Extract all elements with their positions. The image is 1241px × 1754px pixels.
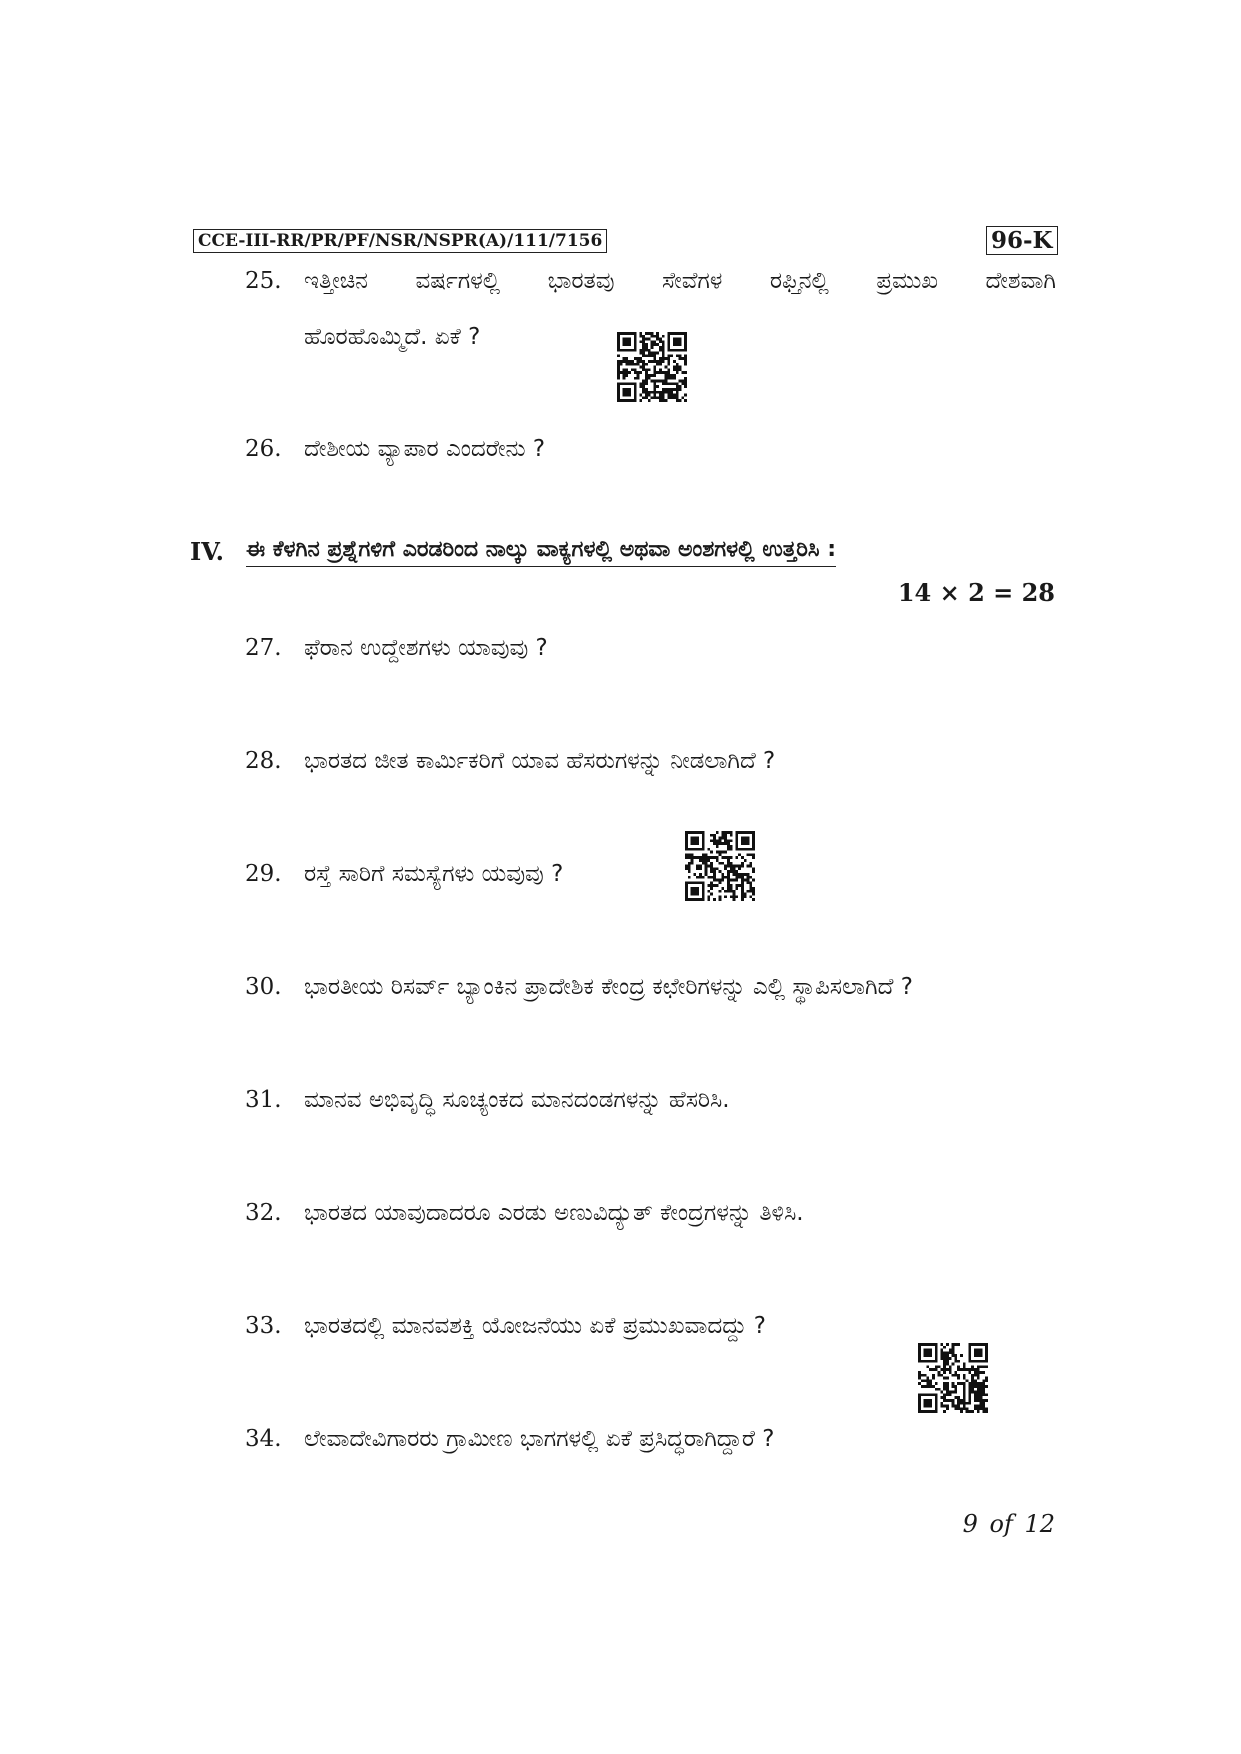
section-number: IV. bbox=[190, 537, 225, 566]
question-text: ದೇಶೀಯ ವ್ಯಾಪಾರ ಎಂದರೇನು ? bbox=[304, 436, 546, 462]
question-number: 25. bbox=[245, 268, 282, 294]
page-number: 9 of 12 bbox=[962, 1510, 1055, 1538]
question-number: 28. bbox=[245, 748, 282, 774]
question-number: 26. bbox=[245, 436, 282, 462]
qr-code-icon bbox=[685, 831, 755, 901]
question-number: 33. bbox=[245, 1313, 282, 1339]
paper-number: 96-K bbox=[986, 226, 1058, 255]
question-number: 34. bbox=[245, 1426, 282, 1452]
question-text: ಇತ್ತೀಚಿನ ವರ್ಷಗಳಲ್ಲಿ ಭಾರತವು ಸೇವೆಗಳ ರಫ್ತಿನಲ್ಲಿ ಪ್ರಮುಖ ದೇಶವಾಗಿ bbox=[304, 268, 1056, 294]
question-text: ಭಾರತದಲ್ಲಿ ಮಾನವಶಕ್ತಿ ಯೋಜನೆಯು ಏಕೆ ಪ್ರಮುಖವಾದದ್ದು ? bbox=[304, 1313, 767, 1339]
question-text: ಲೇವಾದೇವಿಗಾರರು ಗ್ರಾಮೀಣ ಭಾಗಗಳಲ್ಲಿ ಏಕೆ ಪ್ರಸಿದ್ಧರಾಗಿದ್ದಾರೆ ? bbox=[304, 1426, 775, 1452]
question-number: 31. bbox=[245, 1087, 282, 1113]
question-number: 30. bbox=[245, 974, 282, 1000]
question-text: ಭಾರತದ ಜೀತ ಕಾರ್ಮಿಕರಿಗೆ ಯಾವ ಹೆಸರುಗಳನ್ನು ನೀಡಲಾಗಿದೆ ? bbox=[304, 748, 776, 774]
question-number: 27. bbox=[245, 635, 282, 661]
question-text: ಮಾನವ ಅಭಿವೃದ್ಧಿ ಸೂಚ್ಯಂಕದ ಮಾನದಂಡಗಳನ್ನು ಹೆಸರಿಸಿ. bbox=[304, 1087, 730, 1113]
question-text-continued: ಹೊರಹೊಮ್ಮಿದೆ. ಏಕೆ ? bbox=[304, 324, 481, 350]
question-text: ರಸ್ತೆ ಸಾರಿಗೆ ಸಮಸ್ಯೆಗಳು ಯವುವು ? bbox=[304, 861, 564, 887]
question-text: ಭಾರತದ ಯಾವುದಾದರೂ ಎರಡು ಅಣುವಿದ್ಯುತ್ ಕೇಂದ್ರಗಳನ್ನು ತಿಳಿಸಿ. bbox=[304, 1200, 804, 1226]
qr-code-icon bbox=[918, 1343, 988, 1413]
section-marks: 14 × 2 = 28 bbox=[897, 578, 1055, 607]
qr-code-icon bbox=[617, 332, 687, 402]
question-number: 32. bbox=[245, 1200, 282, 1226]
question-text: ಫೆರಾನ ಉದ್ದೇಶಗಳು ಯಾವುವು ? bbox=[304, 635, 548, 661]
question-text: ಭಾರತೀಯ ರಿಸರ್ವ್ ಬ್ಯಾಂಕಿನ ಪ್ರಾದೇಶಿಕ ಕೇಂದ್ರ ಕಛೇರಿಗಳನ್ನು ಎಲ್ಲಿ ಸ್ಥಾಪಿಸಲಾಗಿದೆ ? bbox=[304, 974, 913, 1000]
question-number: 29. bbox=[245, 861, 282, 887]
section-instruction: ಈ ಕೆಳಗಿನ ಪ್ರಶ್ನೆಗಳಿಗೆ ಎರಡರಿಂದ ನಾಲ್ಕು ವಾಕ್ಯಗಳಲ್ಲಿ ಅಥವಾ ಅಂಶಗಳಲ್ಲಿ ಉತ್ತರಿಸಿ : bbox=[246, 537, 836, 567]
paper-code: CCE-III-RR/PR/PF/NSR/NSPR(A)/111/7156 bbox=[193, 229, 607, 253]
